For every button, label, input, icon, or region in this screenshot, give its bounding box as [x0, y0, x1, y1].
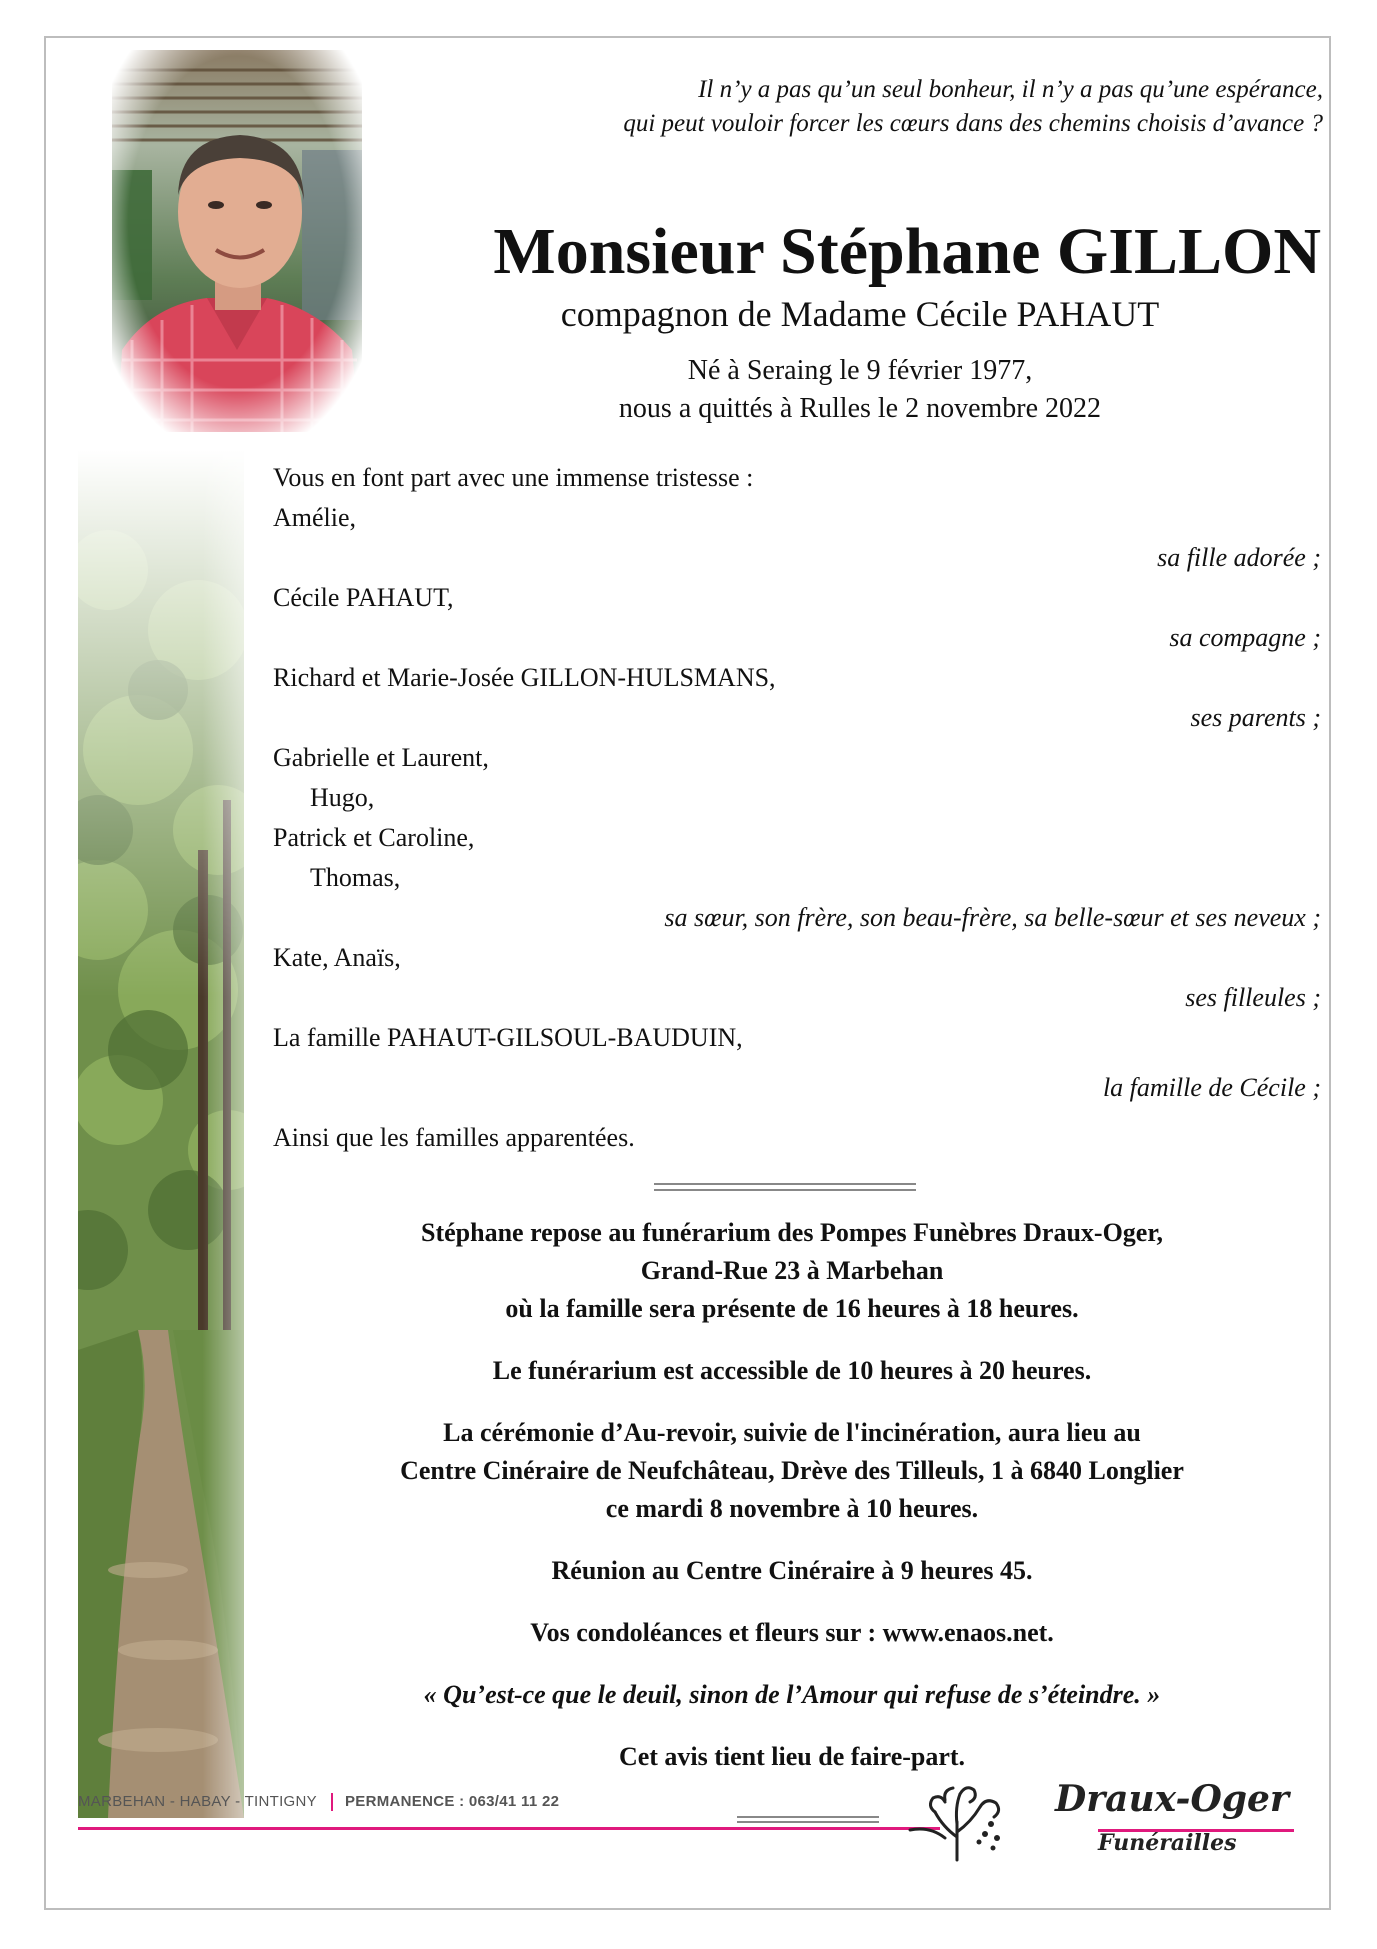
funeral-info [284, 1214, 1300, 1776]
info-line: Vos condoléances et fleurs sur : www.enaos.net. [530, 1618, 1054, 1647]
tree-logo-drawing [905, 1782, 1010, 1862]
announcement-intro: Vous en font part avec une immense tristesse : [273, 463, 754, 492]
family-row: Kate, Anaïs, [273, 943, 401, 972]
info-line: ce mardi 8 novembre à 10 heures. [605, 1494, 979, 1523]
death-line: nous a quittés à Rulles le 2 novembre 2022 [618, 393, 1102, 424]
section-divider [654, 1183, 916, 1191]
info-line: La cérémonie d’Au-revoir, suivie de l'incinération, aura lieu au [443, 1418, 1141, 1447]
info-spacer [284, 1328, 1300, 1352]
relation-row: ses filleules ; [1185, 983, 1321, 1012]
quote-line-2: qui peut vouloir forcer les cœurs dans des chemins choisis d’avance ? [623, 110, 1323, 137]
family-row: Amélie, [273, 503, 357, 532]
footer-permanence: PERMANENCE : 063/41 11 22 [344, 1793, 560, 1810]
family-row: La famille PAHAUT-GILSOUL-BAUDUIN, [273, 1023, 743, 1052]
birth-line: Né à Seraing le 9 février 1977, [687, 355, 1033, 386]
deceased-name: Monsieur Stéphane GILLON [493, 215, 1321, 288]
brand-name: Draux-Oger [1055, 1778, 1289, 1820]
info-line: Stéphane repose au funérarium des Pompes Funèbres Draux-Oger, [421, 1218, 1163, 1247]
forest-illustration [78, 450, 244, 1818]
info-spacer [284, 1652, 1300, 1676]
row-spacer [273, 1108, 1321, 1118]
footer-separator [331, 1793, 333, 1811]
footer-contact [78, 1793, 559, 1811]
brand-subtitle: Funérailles [1098, 1830, 1237, 1856]
family-row: Patrick et Caroline, [273, 823, 475, 852]
info-spacer [284, 1528, 1300, 1552]
info-line: Grand-Rue 23 à Marbehan [640, 1256, 944, 1285]
relation-row: ses parents ; [1190, 703, 1321, 732]
relation-row: sa fille adorée ; [1157, 543, 1321, 572]
family-row: Gabrielle et Laurent, [273, 743, 489, 772]
family-row-indented: Thomas, [310, 863, 401, 892]
info-spacer [284, 1390, 1300, 1414]
dates-block [420, 352, 1300, 428]
family-row: Ainsi que les familles apparentées. [273, 1123, 635, 1152]
forest-path-image [78, 450, 244, 1818]
family-announcement [273, 458, 1321, 1158]
family-row-indented: Hugo, [310, 783, 375, 812]
relation-row: sa compagne ; [1169, 623, 1321, 652]
relation-row: sa sœur, son frère, son beau-frère, sa belle-sœur et ses neveux ; [664, 903, 1321, 932]
tree-logo-icon [905, 1782, 1010, 1862]
relation-row: la famille de Cécile ; [1102, 1073, 1321, 1102]
info-line: Centre Cinéraire de Neufchâteau, Drève des Tilleuls, 1 à 6840 Longlier [400, 1456, 1184, 1485]
companion-line: compagnon de Madame Cécile PAHAUT [560, 294, 1160, 334]
quote-line-1: Il n’y a pas qu’un seul bonheur, il n’y a pas qu’une espérance, [698, 76, 1323, 103]
info-line: Le funérarium est accessible de 10 heures à 20 heures. [492, 1356, 1092, 1385]
portrait-photo [112, 50, 362, 432]
info-spacer [284, 1590, 1300, 1614]
info-line: Cet avis tient lieu de faire-part. [618, 1742, 966, 1771]
footer-accent-line-left [78, 1827, 940, 1830]
opening-quote [423, 73, 1323, 141]
family-row: Cécile PAHAUT, [273, 583, 454, 612]
footer-divider [737, 1816, 879, 1823]
info-line: Réunion au Centre Cinéraire à 9 heures 45. [551, 1556, 1033, 1585]
info-spacer [284, 1714, 1300, 1738]
closing-quote: « Qu’est-ce que le deuil, sinon de l’Amour qui refuse de s’éteindre. » [423, 1680, 1161, 1709]
family-row: Richard et Marie-Josée GILLON-HULSMANS, [273, 663, 776, 692]
row-spacer [273, 1058, 1321, 1068]
footer-locations: MARBEHAN - HABAY - TINTIGNY [78, 1793, 317, 1810]
info-line: où la famille sera présente de 16 heures à 18 heures. [505, 1294, 1079, 1323]
portrait-illustration [112, 50, 362, 432]
